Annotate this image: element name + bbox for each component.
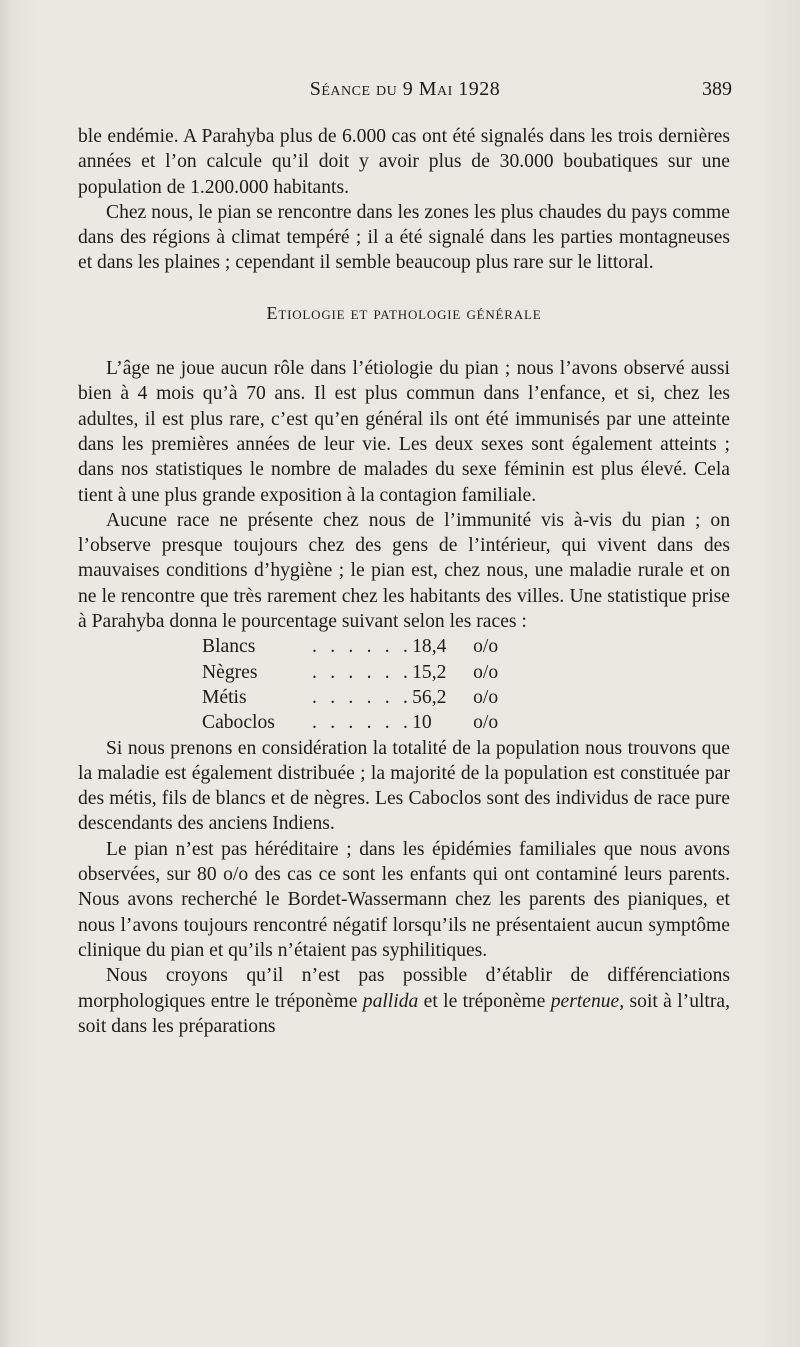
- race-value: 56,2: [412, 686, 447, 708]
- race-value: 10: [412, 712, 432, 734]
- text-run: soit à l’ultra, soit dans les préparations: [78, 990, 730, 1037]
- paragraph-race: Aucune race ne présente chez nous de l’immunité vis à-vis du pian ; on l’observe presque toujours chez des gens de l’intérieur, qui vivent dans des mauvaises conditions d’hygiène ; le pian est, chez nous, une maladie rurale et on ne le rencontre que très rarement chez les habitants des villes. Une statistique prise à Parahyba donna le pourcentage suivant selon les races :: [78, 509, 730, 633]
- table-row: [202, 710, 498, 735]
- race-name: Caboclos: [202, 712, 275, 734]
- section-heading: Etiologie et pathologie générale: [266, 302, 542, 323]
- table-row: [202, 685, 498, 710]
- paragraph-distribution: Chez nous, le pian se rencontre dans les zones les plus chaudes du pays comme dans des régions à climat tempéré ; il a été signalé dans les parties montagneuses et dans les plaines ; cependant il semble beaucoup plus rare sur le littoral.: [78, 201, 730, 274]
- race-unit: o/o: [473, 686, 499, 708]
- race-value: 18,4: [412, 636, 447, 658]
- paragraph-age-sex: L’âge ne joue aucun rôle dans l’étiologie du pian ; nous l’avons observé aussi bien à 4 mois qu’à 70 ans. Il est plus commun dans l’enfance, et si, chez les adultes, il est plus rare, c’est qu’en général ils ont été immunisés par une atteinte dans les premières années de leur vie. Les deux sexes sont également atteints ; dans nos statistiques le nombre de malades du sexe féminin est plus élevé. Cela tient à une plus grande exposition à la contagion familiale.: [78, 358, 730, 506]
- leader-dots: . . . . . .: [312, 712, 413, 734]
- italic-term: pallida: [362, 990, 419, 1012]
- table-row: [202, 634, 498, 659]
- paragraph-heredity: Le pian n’est pas héréditaire ; dans les épidémies familiales que nous avons observées, sur 80 o/o des cas ce sont les enfants qui ont contaminé leurs parents. Nous avons recherché le Bordet-Wassermann chez les parents des pianiques, et nous l’avons toujours rencontré négatif lorsqu’ils ne présentaient aucun symptôme clinique du pian et qu’ils n’étaient pas syphilitiques.: [78, 838, 730, 961]
- text-run: et le tréponème: [423, 990, 546, 1012]
- paragraph-morphology: [78, 963, 730, 1039]
- page-number: 389: [702, 78, 732, 100]
- race-unit: o/o: [473, 636, 499, 658]
- race-percentage-table: [202, 634, 498, 735]
- paragraph-population: Si nous prenons en considération la totalité de la population nous trouvons que la maladie est également distribuée ; la majorité de la population est constituée par des métis, fils de blancs et de nègres. Les Caboclos sont des individus de race pure descendants des anciens Indiens.: [78, 737, 730, 835]
- paragraph-continuation: ble endémie. A Parahyba plus de 6.000 cas ont été signalés dans les trois dernières années et l’on calcule qu’il doit y avoir plus de 30.000 boubatiques sur une population de 1.200.000 habitants.: [78, 126, 730, 198]
- race-name: Blancs: [202, 636, 256, 658]
- text-run: Nous croyons qu’il n’est pas possible d’établir de différenciations morphologiques entre le tréponème: [78, 965, 730, 1012]
- leader-dots: . . . . . .: [312, 661, 413, 683]
- running-head: Séance du 9 Mai 1928: [309, 78, 501, 100]
- body-text: [78, 124, 730, 1039]
- race-name: Métis: [202, 686, 247, 708]
- race-name: Nègres: [202, 661, 258, 683]
- page-header: [78, 78, 732, 108]
- italic-term: pertenue,: [550, 990, 625, 1012]
- race-unit: o/o: [473, 661, 499, 683]
- table-row: [202, 660, 498, 685]
- race-unit: o/o: [473, 712, 499, 734]
- leader-dots: . . . . . .: [312, 636, 413, 658]
- race-value: 15,2: [412, 661, 447, 683]
- leader-dots: . . . . . .: [312, 686, 413, 708]
